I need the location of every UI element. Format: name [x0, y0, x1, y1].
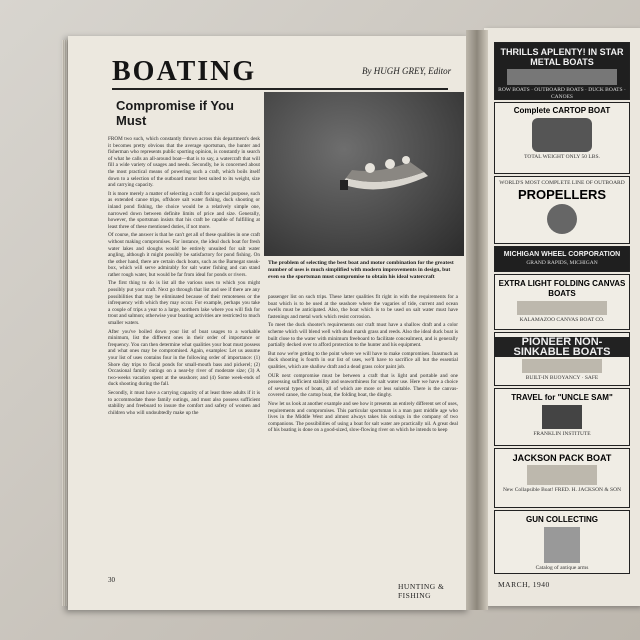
ad-title: Complete CARTOP BOAT: [513, 106, 611, 115]
issue-date: MARCH, 1940: [498, 580, 550, 589]
propeller-icon: [547, 204, 577, 234]
pack-boat-image: [527, 465, 597, 485]
ad-gun-collecting: [494, 510, 630, 574]
ad-title: THRILLS APLENTY! IN STAR METAL BOATS: [500, 47, 624, 67]
paragraph: It is more merely a matter of selecting a craft for a special purpose, such as extended canoe trips, offshore salt water fishing, duck shooting or inland pond fishing, the choice would be a relatively simple one, narrowed down between definite limits of price and size. Generally, however, the sportsman insists that his craft be capable of fulfilling at least three of these mentioned duties, if not more.: [108, 190, 260, 230]
ad-michigan-wheel: [494, 246, 630, 272]
left-page: [68, 36, 470, 610]
ad-propellers: [494, 176, 630, 244]
ad-title: JACKSON PACK BOAT: [512, 453, 612, 463]
paragraph: The first thing to do is list all the various uses to which you might possibly put your craft. Next go through that list and see if there are any possibilities that may be eliminated because of their remoteness or the infrequency with which they may occur. For example, perhaps you take a couple of trips a year to a large, northern lake where you will fish for trout and salmon; otherwise your boating activities are restricted to much smaller waters.: [108, 280, 260, 327]
ad-star-metal-boats: [494, 42, 630, 100]
ad-subtitle: BUILT-IN BUOYANCY · SAFE: [525, 375, 599, 381]
title-rule: [112, 88, 448, 90]
paragraph: Of course, the answer is that he can't get all of these qualities in one craft without making compromises. For instance, the ideal duck boat for fresh water lakes and sloughs would be entirely unsuited for salt water angling, although it might possibly be satisfactory for pond fishing. On the other hand, there are certain duck boats, such as the Barnegat sneak-box, which will serve admirably for salt water fishing and can stand rather rough water, but would be far from ideal for ponds or rivers.: [108, 232, 260, 278]
ad-subtitle: ROW BOATS · OUTBOARD BOATS · DUCK BOATS · CANOES: [498, 87, 626, 100]
paragraph: OUR next compromise must be between a craft that is light and portable and one possessing sufficient stability and seaworthiness for salt water use. Here we have a choice of several types of boats, all of which are more or less suitable. There is the canvas-covered canoe, the cartop boat, the folding boat, the dinghy.: [268, 372, 458, 399]
paragraph: passenger list on such trips. These latter qualities fit right in with the requirements for a boat which is to be used at the seashore where the vagaries of tide, current and ocean swells must be anticipated. Also, the boat which is to be used on salt water must have fastenings and metal work which resist corrosion.: [268, 294, 458, 320]
page-number: 30: [108, 576, 115, 584]
ad-subtitle: Catalog of antique arms: [535, 565, 589, 571]
ad-cartop-boat: [494, 102, 630, 174]
paragraph: After you've boiled down your list of boat usages to a workable minimum, list the different ones in their order of importance or frequency. You can then determine what qualities your boat must possess and what ones may be compromised. Again, examples: Let us assume your list of uses contains four in the following order of importance: (1) Shore day trips to fiscal ponds for small-mouth bass and pickerel; (2) Occasional family outings on a near-by river of moderate size; (3) A two-weeks vacation spent at the seashore; and (4) Some week-ends of duck shooting during the fall.: [108, 328, 260, 388]
article-headline: Compromise if You Must: [116, 98, 234, 128]
paragraph: But now we're getting to the point where we will have to make compromises. Inasmuch as duck shooting is fourth in our list of uses, we'll have to sacrifice all but the essential qualities, which are shallow draft and a dead grass color paint job.: [268, 350, 458, 370]
ad-franklin-institute: [494, 388, 630, 446]
ad-title: PROPELLERS: [517, 187, 607, 202]
ad-title: MICHIGAN WHEEL CORPORATION: [503, 251, 621, 258]
ad-title: EXTRA LIGHT FOLDING CANVAS BOATS: [498, 279, 626, 298]
ad-subtitle: GRAND RAPIDS, MICHIGAN: [526, 260, 598, 266]
train-image: [542, 405, 582, 429]
ad-subtitle: KALAMAZOO CANVAS BOAT CO.: [519, 317, 605, 323]
section-title: BOATING: [112, 56, 257, 87]
article-column-2: [268, 294, 458, 606]
ad-jackson-pack-boat: [494, 448, 630, 508]
ad-subtitle: TOTAL WEIGHT ONLY 50 LBS.: [524, 154, 600, 160]
magazine-name: HUNTING & FISHING: [398, 582, 445, 600]
catalog-image: [544, 527, 580, 563]
boat-photo: [264, 92, 464, 256]
ad-title: GUN COLLECTING: [526, 515, 598, 524]
canvas-boat-image: [517, 301, 607, 315]
ad-subtitle: WORLD'S MOST COMPLETE LINE OF OUTBOARD: [499, 180, 625, 186]
photo-caption: The problem of selecting the best boat and motor combination for the greatest number of uses is much simplified with modern improvements in design, but even so the sportsman must compromise to obtain his ideal watercraft: [268, 260, 454, 280]
article-column-1: [108, 136, 260, 608]
ad-title: TRAVEL for "UNCLE SAM": [511, 393, 613, 402]
car-image: [532, 118, 592, 152]
byline: By HUGH GREY, Editor: [362, 66, 452, 76]
ad-pioneer: [494, 332, 630, 386]
ad-subtitle: FRANKLIN INSTITUTE: [533, 431, 591, 437]
paragraph: Secondly, it must have a carrying capacity of at least three adults if it is to accommodate those family outings, and must also possess sufficient stability and freeboard to insure the comfort and safety of women and children who will undoubtedly make up the: [108, 389, 260, 416]
ad-kalamazoo-canvas: [494, 274, 630, 330]
boat-image: [507, 69, 617, 85]
motorboat-illustration: [340, 154, 430, 200]
spine-gutter: [466, 30, 488, 610]
paragraph: FROM two such, which constantly thrown across this department's desk it becomes pretty obvious that the average sportsman, the hunter and fisherman who represents public sporting opinion, is constantly in search of what he calls an all-around boat—that is to say, a watercraft that will fill a wide variety of usages and needs. Secondly, he is concerned about the most practical means of powering such a craft, which boils itself down to a selection of the outboard motor best suited to its weight, size and carrying capacity.: [108, 136, 260, 189]
paragraph: To meet the duck shooter's requirements our craft must have a shallow draft and a color scheme which will blend well with dead marsh grass and reeds. Also the ideal duck boat is built close to the water with minimum freeboard to facilitate concealment, and is generally partially decked over to afford protection to the hunter and his equipment.: [268, 322, 458, 349]
paragraph: Now let us look at another example and see how it presents an entirely different set of uses, requirements and compromises. This particular sportsman is a man past middle age who lives in the Middle West and almost always takes his outings in the company of two companions. The possibilities of using a boat for salt water are practically nil. A great deal of his boating is done on a good-sized, slow-flowing river on which he intends to keep: [268, 400, 458, 434]
right-page: [484, 28, 640, 606]
boat-image: [522, 359, 602, 373]
ad-subtitle: New Collapsible Boat! FRED. H. JACKSON & SON: [502, 487, 622, 493]
ad-title: PIONEER NON-SINKABLE BOATS: [495, 337, 629, 357]
